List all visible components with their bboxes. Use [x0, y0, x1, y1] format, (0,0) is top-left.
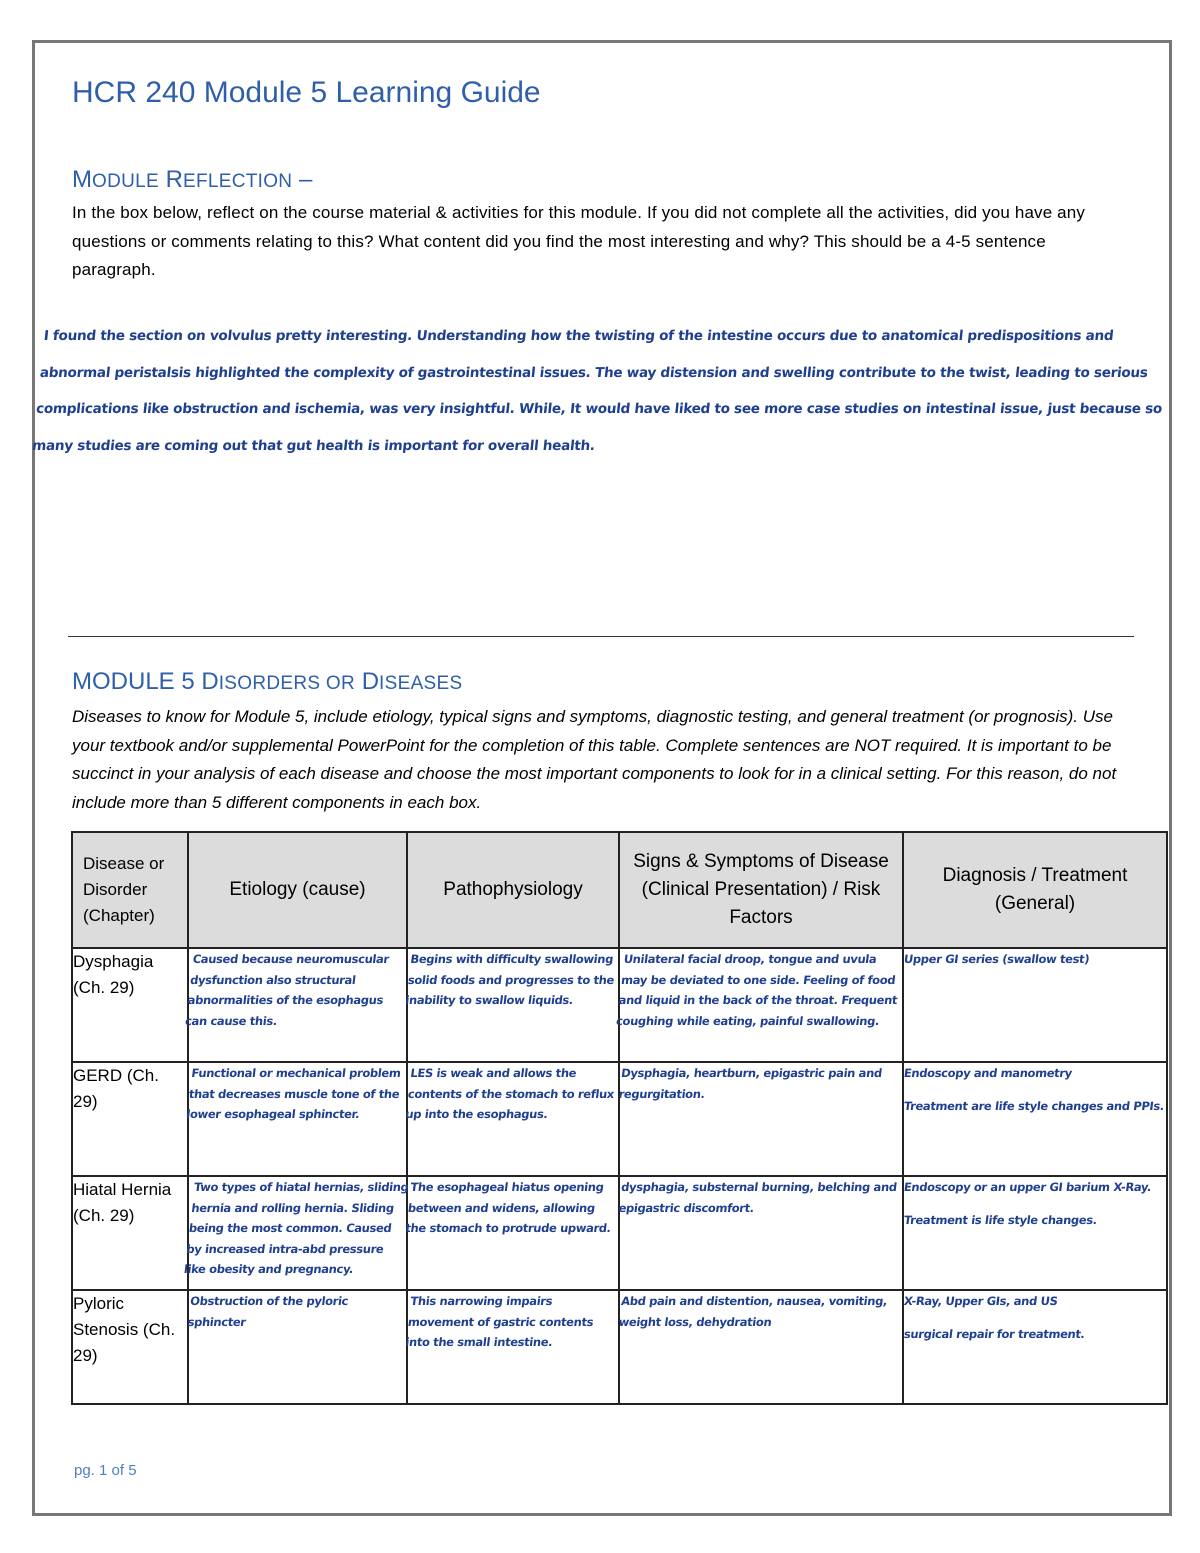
table-row — [72, 948, 1167, 1062]
reflection-instructions: In the box below, reflect on the course material & activities for this module. If you did not complete all the activities, did you have any questions or comments relating to this? What content did you find the most interesting and why? This should be a 4-5 sentence paragraph. — [72, 203, 1086, 279]
signs-cell: Abd pain and distention, nausea, vomiting, weight loss, dehydration — [619, 1290, 903, 1404]
table-row — [72, 1062, 1167, 1176]
signs-cell: Unilateral facial droop, tongue and uvula may be deviated to one side. Feeling of food and liquid in the back of the throat. Frequent coughing while eating, painful swallowing. — [619, 948, 903, 1062]
page-number: pg. 1 of 5 — [74, 1462, 137, 1479]
table-row — [72, 1290, 1167, 1404]
diagnosis-cell: Endoscopy and manometry Treatment are life style changes and PPIs. — [903, 1062, 1167, 1176]
pathophysiology-cell: The esophageal hiatus opening between and widens, allowing the stomach to protrude upward. — [407, 1176, 619, 1290]
pathophysiology-cell: This narrowing impairs movement of gastric contents into the small intestine. — [407, 1290, 619, 1404]
etiology-cell: Obstruction of the pyloric sphincter — [188, 1290, 407, 1404]
etiology-cell: Functional or mechanical problem that decreases muscle tone of the lower esophageal sphincter. — [188, 1062, 407, 1176]
diagnosis-cell: Upper GI series (swallow test) — [903, 948, 1167, 1062]
diseases-instructions: Diseases to know for Module 5, include etiology, typical signs and symptoms, diagnostic testing, and general treatment (or prognosis). Use your textbook and/or supplemental PowerPoint for the completion of this table. Complete sentences are NOT required. It is important to be succinct in your analysis of each disease and choose the most important components to look for in a clinical setting. For this reason, do not include more than 5 different components in each box. — [72, 707, 1117, 812]
table-header-row — [72, 832, 1167, 948]
pathophysiology-cell: LES is weak and allows the contents of the stomach to reflux up into the esophagus. — [407, 1062, 619, 1176]
page-title: HCR 240 Module 5 Learning Guide — [72, 76, 541, 109]
header-diagnosis-treatment: Diagnosis / Treatment (General) — [903, 832, 1167, 948]
header-disease: Disease or Disorder (Chapter) — [72, 832, 188, 948]
etiology-cell: Two types of hiatal hernias, sliding hernia and rolling hernia. Sliding being the most common. Caused by increased intra-abd pressure like obesity and pregnancy. — [188, 1176, 407, 1290]
diseases-table — [71, 831, 1168, 1405]
etiology-cell: Caused because neuromuscular dysfunction also structural abnormalities of the esophagus can cause this. — [188, 948, 407, 1062]
header-signs-symptoms: Signs & Symptoms of Disease (Clinical Presentation) / Risk Factors — [619, 832, 903, 948]
header-pathophysiology: Pathophysiology — [407, 832, 619, 948]
diagnosis-cell: Endoscopy or an upper GI barium X-Ray. Treatment is life style changes. — [903, 1176, 1167, 1290]
diagnosis-cell: X-Ray, Upper GIs, and US surgical repair for treatment. — [903, 1290, 1167, 1404]
reflection-heading: MODULE REFLECTION – — [72, 166, 313, 193]
signs-cell: dysphagia, substernal burning, belching and epigastric discomfort. — [619, 1176, 903, 1290]
signs-cell: Dysphagia, heartburn, epigastric pain and regurgitation. — [619, 1062, 903, 1176]
reflection-answer: I found the section on volvulus pretty interesting. Understanding how the twisting of the intestine occurs due to anatomical predispositions and abnormal peristalsis highlighted the complexity of gastrointestinal issues. The way distension and swelling contribute to the twist, leading to serious complications like obstruction and ischemia, was very insightful. While, It would have liked to see more case studies on intestinal issue, just because so many studies are coming out that gut health is important for overall health. — [31, 328, 1163, 454]
disease-name-cell: GERD (Ch. 29) — [72, 1062, 188, 1176]
disease-name-cell: Dysphagia (Ch. 29) — [72, 948, 188, 1062]
table-row — [72, 1176, 1167, 1290]
section-divider — [68, 636, 1134, 637]
diseases-heading: MODULE 5 DISORDERS OR DISEASES — [72, 668, 463, 695]
header-etiology: Etiology (cause) — [188, 832, 407, 948]
disease-name-cell: Pyloric Stenosis (Ch. 29) — [72, 1290, 188, 1404]
disease-name-cell: Hiatal Hernia (Ch. 29) — [72, 1176, 188, 1290]
pathophysiology-cell: Begins with difficulty swallowing solid foods and progresses to the inability to swallow liquids. — [407, 948, 619, 1062]
